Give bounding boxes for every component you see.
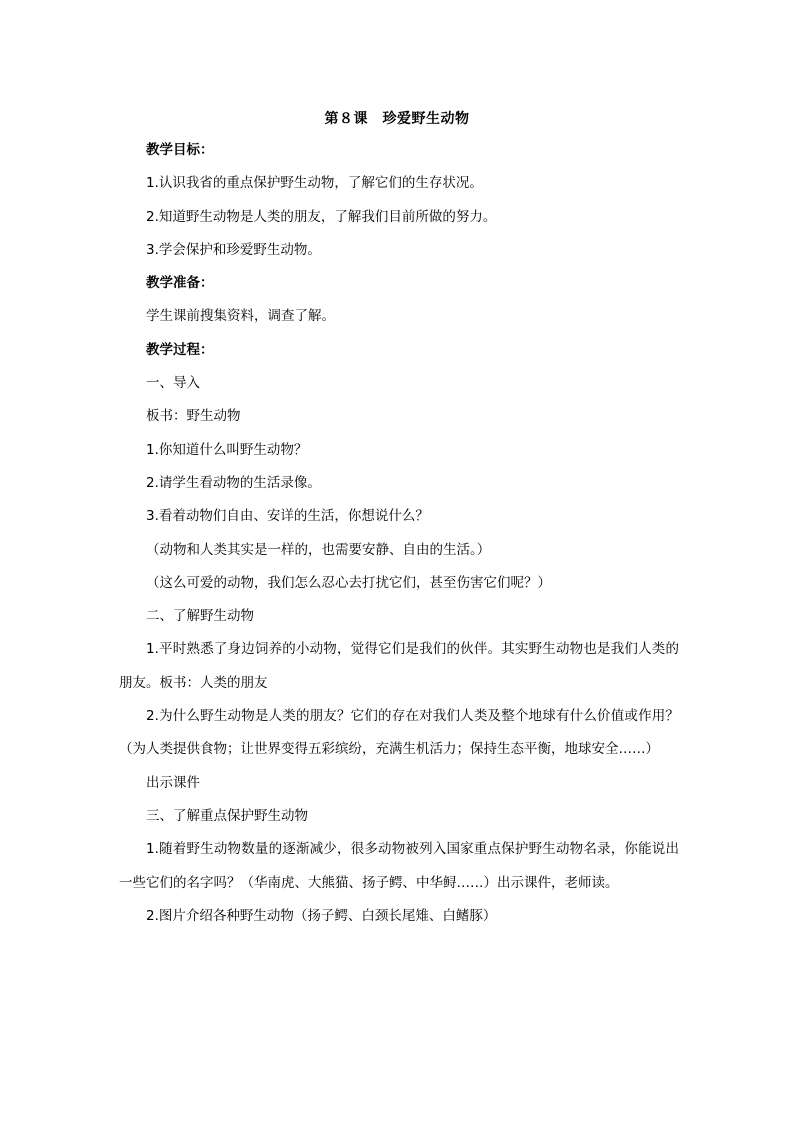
intro-answer-1: （动物和人类其实是一样的，也需要安静、自由的生活。） — [146, 541, 491, 558]
protected-point-2: 2.图片介绍各种野生动物（扬子鳄、白颈长尾雉、白鳍豚） — [146, 907, 497, 924]
preparation-text: 学生课前搜集资料，调查了解。 — [146, 308, 335, 325]
show-courseware-note: 出示课件 — [146, 774, 200, 791]
step-understand-heading: 二、了解野生动物 — [146, 608, 254, 625]
section-heading-process: 教学过程： — [146, 341, 214, 358]
intro-question-2: 2.请学生看动物的生活录像。 — [146, 474, 321, 491]
lesson-title: 第８课 珍爱野生动物 — [324, 111, 470, 127]
intro-question-1: 1.你知道什么叫野生动物？ — [146, 441, 308, 458]
step-protected-heading: 三、了解重点保护野生动物 — [146, 807, 308, 824]
lesson-body — [119, 134, 679, 933]
intro-question-3: 3.看着动物们自由、安详的生活，你想说什么？ — [146, 508, 429, 525]
protected-point-1: 1.随着野生动物数量的逐渐减少，很多动物被列入国家重点保护野生动物名录，你能说出一些它们的名字吗？（华南虎、大熊猫、扬子鳄、中华鲟……）出示课件，老师读。 — [119, 841, 679, 891]
understand-point-1: 1.平时熟悉了身边饲养的小动物，觉得它们是我们的伙伴。其实野生动物也是我们人类的朋友。板书：人类的朋友 — [119, 641, 679, 691]
objective-2: 2.知道野生动物是人类的朋友，了解我们目前所做的努力。 — [146, 208, 497, 225]
understand-point-2: 2.为什么野生动物是人类的朋友？它们的存在对我们人类及整个地球有什么价值或作用？（为人类提供食物；让世界变得五彩缤纷，充满生机活力；保持生态平衡，地球安全……） — [119, 708, 679, 758]
intro-answer-2: （这么可爱的动物，我们怎么忍心去打扰它们，甚至伤害它们呢？） — [146, 574, 551, 591]
objective-1: 1.认识我省的重点保护野生动物，了解它们的生存状况。 — [146, 175, 483, 192]
blackboard-note-1: 板书：野生动物 — [146, 408, 241, 425]
section-heading-preparation: 教学准备： — [146, 275, 214, 292]
step-intro-heading: 一、导入 — [146, 375, 200, 392]
objective-3: 3.学会保护和珍爱野生动物。 — [146, 241, 321, 258]
section-heading-objectives: 教学目标： — [146, 142, 214, 158]
